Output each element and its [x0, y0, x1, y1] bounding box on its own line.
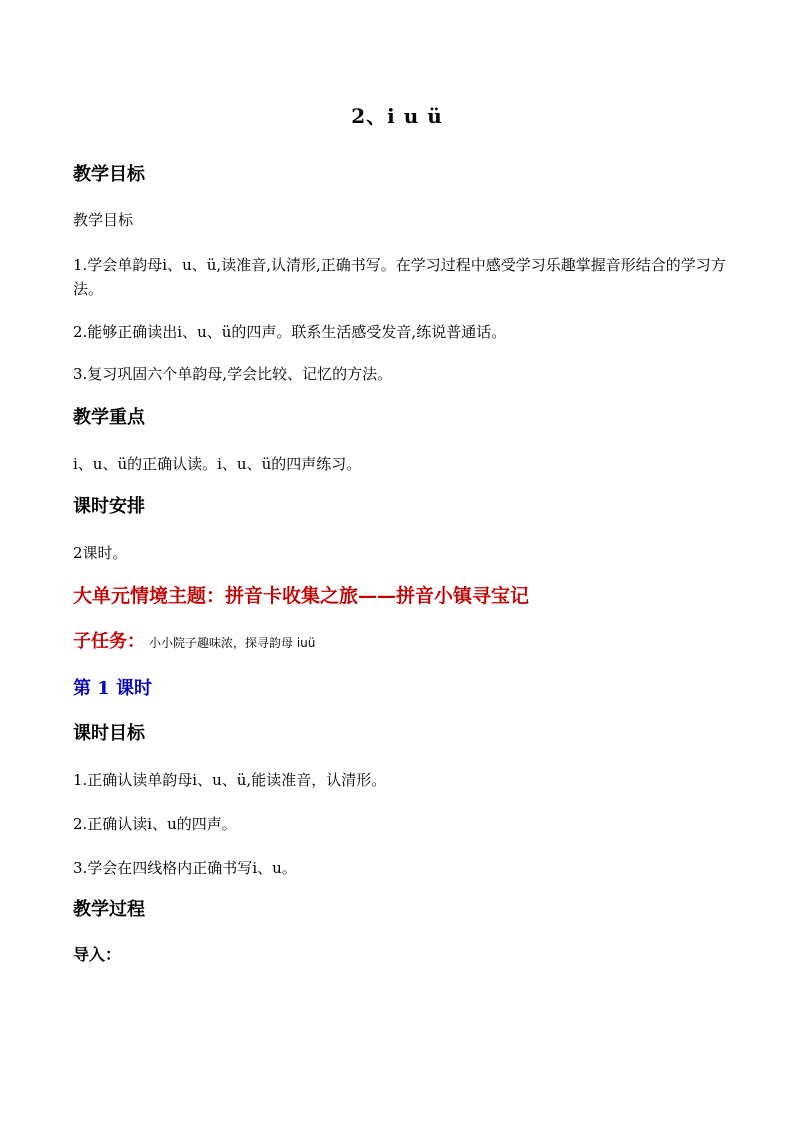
subtask-line [73, 630, 733, 655]
goals-subheading: 教学目标 [73, 211, 134, 229]
intro-label: 导入： [73, 945, 122, 964]
goal-item-3: 3.复习巩固六个单韵母,学会比较、记忆的方法。 [73, 365, 393, 383]
key-points-text: i、u、ü的正确认读。i、u、ü的四声练习。 [73, 455, 362, 473]
unit-theme: 大单元情境主题：拼音卡收集之旅——拼音小镇寻宝记 [73, 585, 530, 607]
goal-item-1: 1.学会单韵母i、u、ü,读准音,认清形,正确书写。在学习过程中感受学习乐趣掌握音形结合的学习方法。 [73, 256, 726, 298]
lesson-1-heading: 第 1 课时 [73, 678, 153, 699]
lesson-goal-item-2: 2.正确认读i、u的四声。 [73, 815, 237, 833]
lesson-goal-item-3: 3.学会在四线格内正确书写i、u。 [73, 859, 297, 877]
schedule-heading: 课时安排 [73, 496, 145, 517]
subtask-text: 小小院子趣味浓，探寻韵母 iuü [149, 636, 316, 650]
goal-item-2: 2.能够正确读出i、u、ü的四声。联系生活感受发音,练说普通话。 [73, 323, 507, 341]
schedule-text: 2课时。 [73, 544, 128, 562]
key-points-heading: 教学重点 [73, 407, 145, 428]
lesson-goals-heading: 课时目标 [73, 723, 145, 744]
lesson-goal-item-1: 1.正确认读单韵母i、u、ü,能读准音，认清形。 [73, 771, 387, 789]
process-heading: 教学过程 [73, 899, 145, 920]
document-title: 2、i u ü [351, 104, 443, 128]
subtask-label: 子任务： [73, 631, 145, 652]
goals-heading: 教学目标 [73, 164, 145, 185]
